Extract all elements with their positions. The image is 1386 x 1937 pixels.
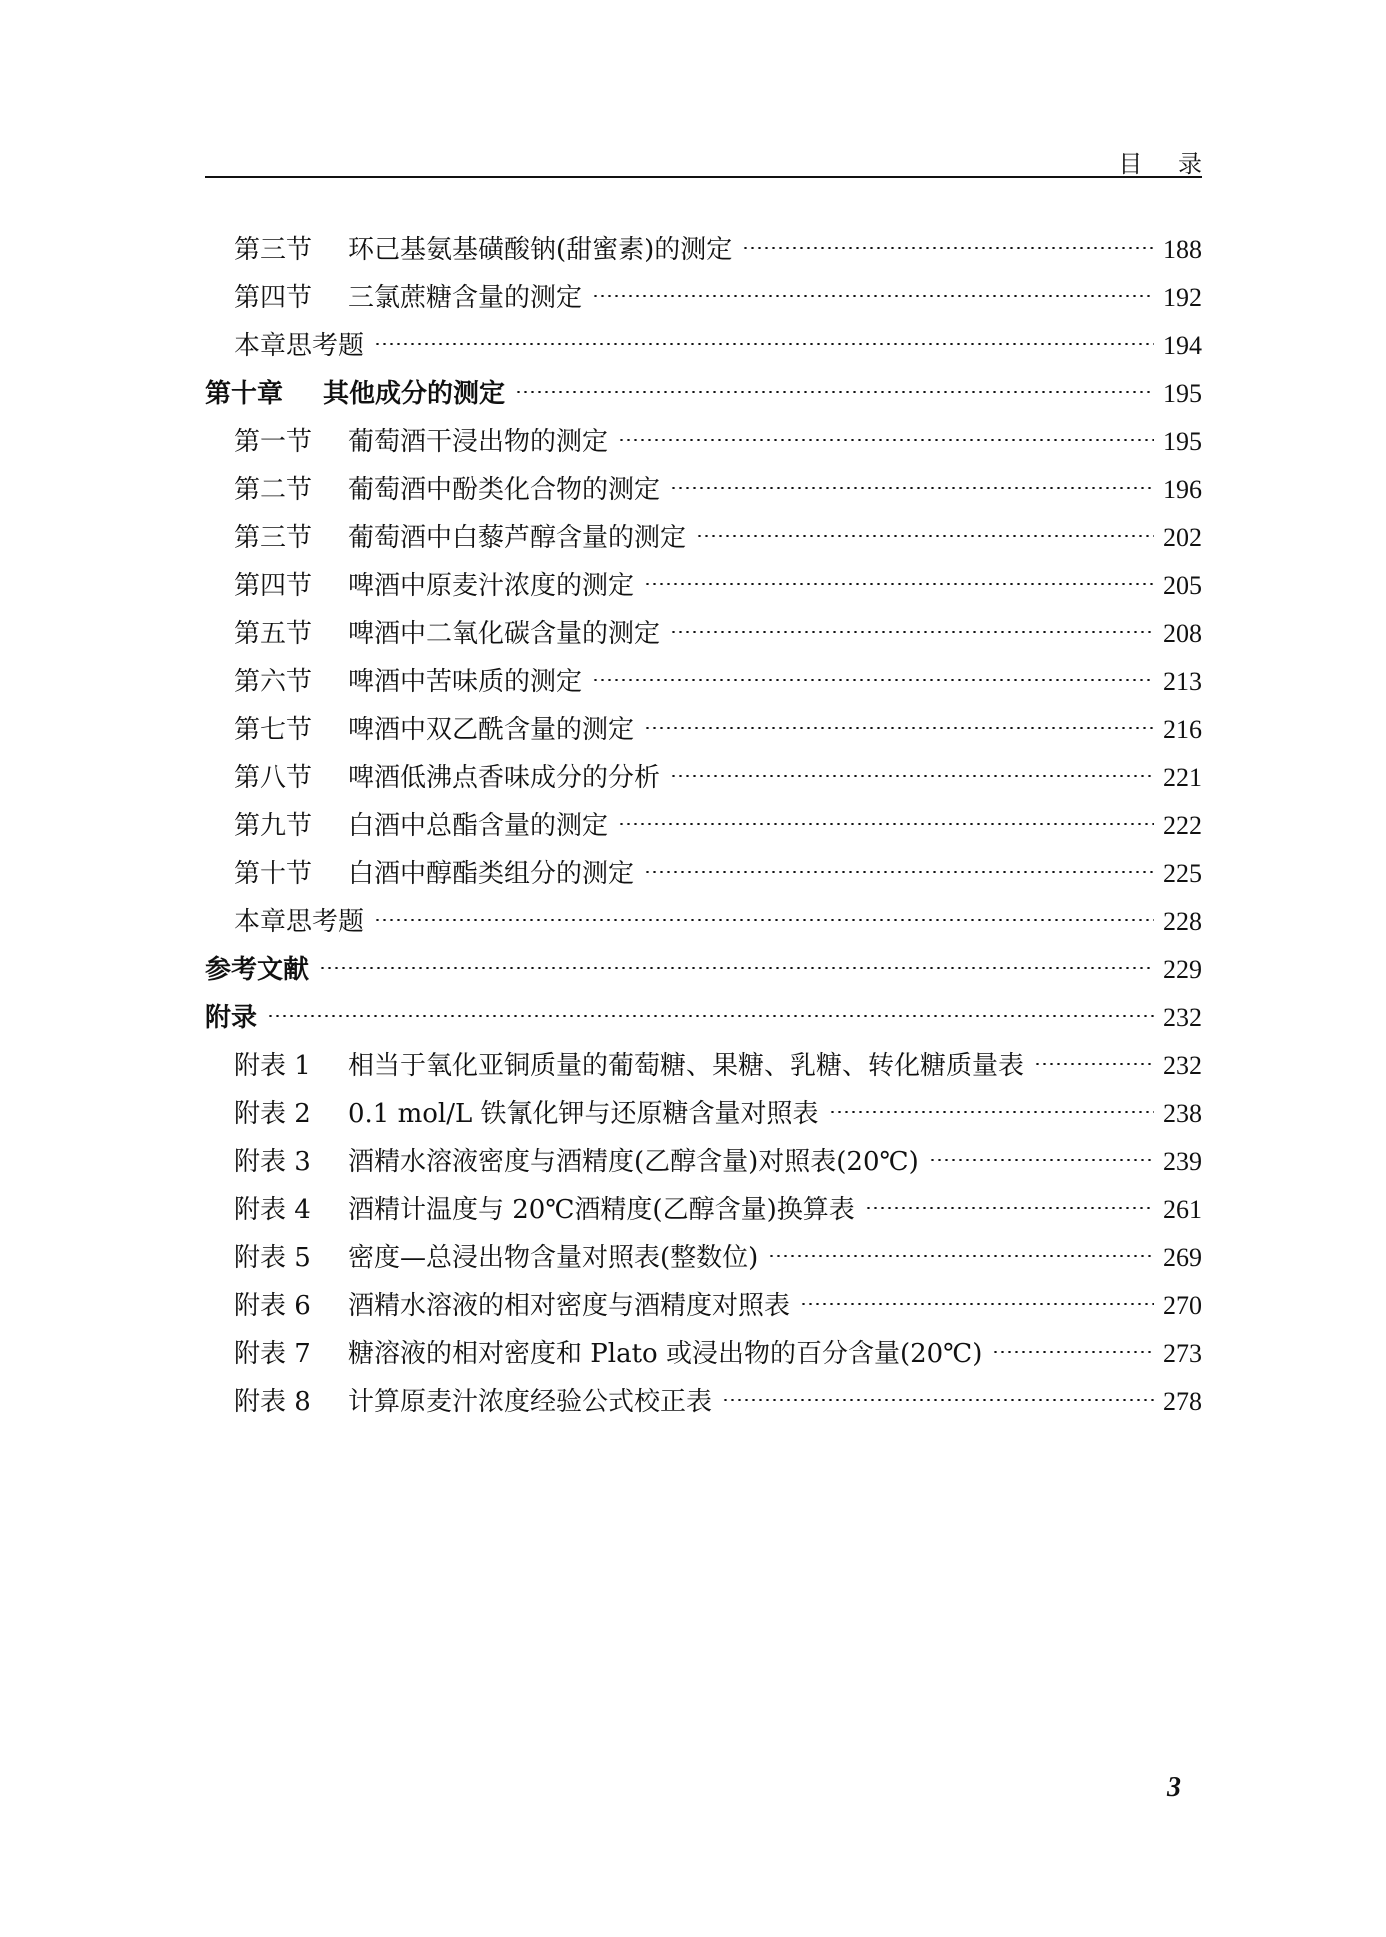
toc-entry-page: 194 [1163,331,1202,360]
dot-leader [267,986,1154,1026]
dot-leader [865,1178,1154,1218]
table-of-contents [205,218,1202,1418]
toc-entry-title: 啤酒中双乙酰含量的测定 [348,715,635,745]
toc-entry-number: 第三节 [234,523,313,553]
toc-entry-page: 261 [1163,1195,1202,1224]
dot-leader [929,1130,1154,1170]
toc-section-entry[interactable] [205,314,1202,362]
toc-entry-number: 附表 2 [234,1099,311,1129]
toc-entry-number: 第一节 [234,427,313,457]
toc-section-entry[interactable] [205,890,1202,938]
toc-entry-title: 啤酒低沸点香味成分的分析 [348,763,661,793]
toc-entry-title: 密度—总浸出物含量对照表(整数位) [348,1243,759,1273]
dot-leader [592,650,1154,690]
toc-chapter-entry[interactable] [205,938,1202,986]
toc-entry-title: 本章思考题 [234,907,365,937]
dot-leader [374,890,1154,930]
toc-entry-page: 195 [1163,427,1202,456]
toc-section-entry[interactable] [205,1082,1202,1130]
dot-leader [768,1226,1154,1266]
toc-entry-page: 195 [1163,379,1202,408]
dot-leader [644,698,1154,738]
toc-entry-page: 273 [1163,1339,1202,1368]
toc-section-entry[interactable] [205,1178,1202,1226]
dot-leader [742,218,1154,258]
toc-entry-title: 0.1 mol/L 铁氰化钾与还原糖含量对照表 [348,1099,819,1129]
toc-entry-title: 计算原麦汁浓度经验公式校正表 [348,1387,713,1417]
toc-entry-number: 附表 4 [234,1195,311,1225]
toc-entry-page: 196 [1163,475,1202,504]
dot-leader [618,794,1154,834]
toc-entry-number: 附表 5 [234,1243,311,1273]
dot-leader [592,266,1154,306]
dot-leader [374,314,1154,354]
toc-entry-number: 附表 8 [234,1387,311,1417]
toc-section-entry[interactable] [205,1226,1202,1274]
dot-leader [829,1082,1154,1122]
toc-section-entry[interactable] [205,1274,1202,1322]
toc-entry-title: 葡萄酒中酚类化合物的测定 [348,475,661,505]
toc-entry-title: 酒精水溶液密度与酒精度(乙醇含量)对照表(20℃) [348,1147,919,1177]
running-header [205,150,1216,178]
toc-entry-page: 238 [1163,1099,1202,1128]
toc-entry-page: 221 [1163,763,1202,792]
toc-section-entry[interactable] [205,794,1202,842]
dot-leader [992,1322,1154,1362]
toc-entry-page: 188 [1163,235,1202,264]
toc-entry-page: 222 [1163,811,1202,840]
toc-section-entry[interactable] [205,458,1202,506]
toc-section-entry[interactable] [205,698,1202,746]
toc-section-entry[interactable] [205,554,1202,602]
toc-section-entry[interactable] [205,1370,1202,1418]
toc-entry-page: 205 [1163,571,1202,600]
dot-leader [515,362,1154,402]
toc-entry-title: 啤酒中二氧化碳含量的测定 [348,619,661,649]
toc-section-entry[interactable] [205,266,1202,314]
toc-entry-page: 270 [1163,1291,1202,1320]
toc-entry-title: 糖溶液的相对密度和 Plato 或浸出物的百分含量(20℃) [348,1339,983,1369]
toc-entry-number: 附表 7 [234,1339,311,1369]
dot-leader [1034,1034,1154,1074]
toc-entry-title: 附录 [205,1003,258,1033]
toc-entry-title: 环己基氨基磺酸钠(甜蜜素)的测定 [348,235,733,265]
toc-section-entry[interactable] [205,1034,1202,1082]
toc-entry-number: 第八节 [234,763,313,793]
toc-chapter-entry[interactable] [205,362,1202,410]
toc-section-entry[interactable] [205,842,1202,890]
toc-entry-title: 本章思考题 [234,331,365,361]
toc-entry-number: 附表 1 [234,1051,311,1081]
toc-entry-number: 第七节 [234,715,313,745]
toc-section-entry[interactable] [205,1322,1202,1370]
toc-entry-page: 278 [1163,1387,1202,1416]
toc-entry-page: 228 [1163,907,1202,936]
dot-leader [670,746,1154,786]
toc-entry-title: 啤酒中苦味质的测定 [348,667,583,697]
toc-entry-title: 其他成分的测定 [323,379,506,409]
toc-entry-page: 192 [1163,283,1202,312]
page-number: 3 [1167,1772,1181,1803]
dot-leader [722,1370,1154,1410]
toc-entry-page: 229 [1163,955,1202,984]
toc-section-entry[interactable] [205,410,1202,458]
dot-leader [696,506,1154,546]
toc-entry-page: 216 [1163,715,1202,744]
toc-section-entry[interactable] [205,650,1202,698]
toc-entry-page: 232 [1163,1051,1202,1080]
toc-entry-page: 202 [1163,523,1202,552]
toc-entry-number: 第五节 [234,619,313,649]
toc-entry-number: 第九节 [234,811,313,841]
toc-entry-title: 相当于氧化亚铜质量的葡萄糖、果糖、乳糖、转化糖质量表 [348,1051,1025,1081]
toc-section-entry[interactable] [205,506,1202,554]
toc-entry-number: 附表 3 [234,1147,311,1177]
toc-section-entry[interactable] [205,602,1202,650]
toc-section-entry[interactable] [205,746,1202,794]
toc-entry-page: 213 [1163,667,1202,696]
toc-entry-page: 225 [1163,859,1202,888]
toc-entry-title: 酒精水溶液的相对密度与酒精度对照表 [348,1291,791,1321]
toc-entry-number: 第十章 [205,379,284,409]
toc-entry-number: 第六节 [234,667,313,697]
dot-leader [670,458,1154,498]
toc-entry-title: 啤酒中原麦汁浓度的测定 [348,571,635,601]
toc-entry-number: 第十节 [234,859,313,889]
toc-entry-number: 第三节 [234,235,313,265]
toc-entry-page: 208 [1163,619,1202,648]
toc-entry-number: 第四节 [234,571,313,601]
dot-leader [800,1274,1154,1314]
dot-leader [644,554,1154,594]
dot-leader [618,410,1154,450]
toc-section-entry[interactable] [205,1130,1202,1178]
toc-entry-title: 三氯蔗糖含量的测定 [348,283,583,313]
toc-entry-title: 参考文献 [205,955,310,985]
toc-section-entry[interactable] [205,218,1202,266]
dot-leader [644,842,1154,882]
toc-entry-number: 附表 6 [234,1291,311,1321]
header-rule [205,176,1202,178]
header-title: 目 录 [1118,150,1216,178]
toc-entry-title: 白酒中醇酯类组分的测定 [348,859,635,889]
toc-entry-number: 第二节 [234,475,313,505]
toc-entry-title: 酒精计温度与 20℃酒精度(乙醇含量)换算表 [348,1195,855,1225]
dot-leader [670,602,1154,642]
toc-entry-number: 第四节 [234,283,313,313]
toc-entry-title: 葡萄酒干浸出物的测定 [348,427,609,457]
dot-leader [319,938,1154,978]
toc-entry-page: 269 [1163,1243,1202,1272]
toc-chapter-entry[interactable] [205,986,1202,1034]
toc-entry-title: 白酒中总酯含量的测定 [348,811,609,841]
toc-entry-page: 232 [1163,1003,1202,1032]
toc-entry-title: 葡萄酒中白藜芦醇含量的测定 [348,523,687,553]
toc-entry-page: 239 [1163,1147,1202,1176]
